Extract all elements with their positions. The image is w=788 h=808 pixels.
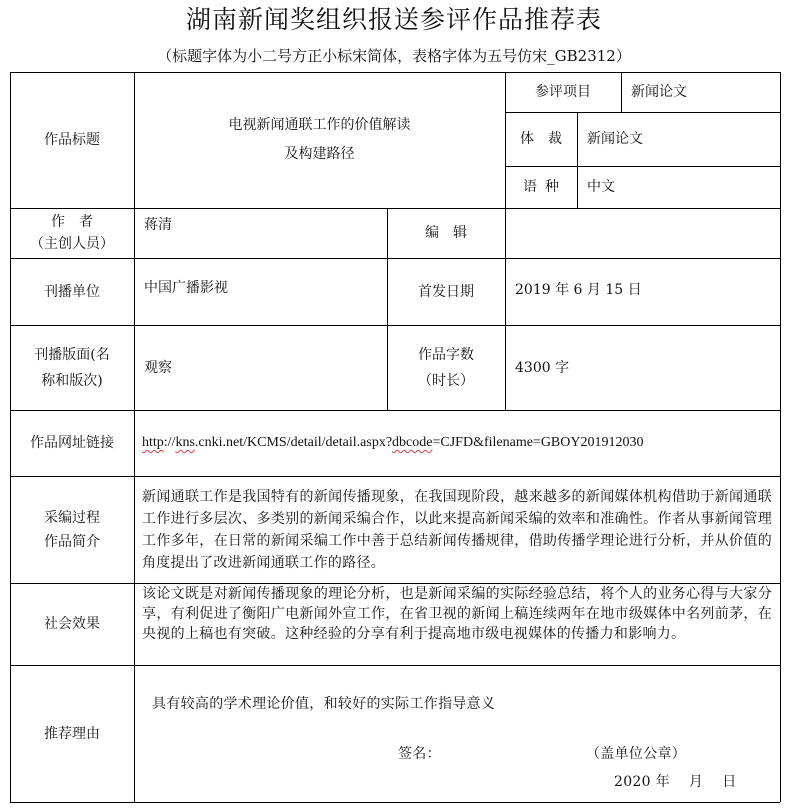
reason-text: 具有较高的学术理论价值，和较好的实际工作指导意义: [152, 696, 496, 712]
work-title-label: 作品标题: [44, 132, 100, 148]
process-text: 新闻通联工作是我国特有的新闻传播现象，在我国现阶段，越来越多的新闻媒体机构借助于新闻通联工作进行多层次、多类别的新闻采编合作，以此来提高新闻采编的效率和准确性。作者从事新闻管理工作多年，在日常的新闻采编工作中善于总结新闻传播规律，借助传播学理论进行分析，并从价值的角度提出了改进新闻通联工作的路径。: [142, 489, 772, 571]
author-label: [10, 208, 134, 258]
reason-label: 推荐理由: [44, 725, 100, 742]
genre-value: 新闻论文: [587, 131, 643, 147]
wordcount-value: 4300 字: [515, 359, 570, 376]
url-segment: http: [142, 435, 164, 450]
table-border-right: [780, 72, 781, 802]
url-segment: dbcode: [392, 435, 433, 450]
document-subtitle: （标题字体为小二号方正小标宋简体，表格字体为五号仿宋_GB2312）: [157, 47, 631, 65]
first-date-value: 2019 年 6 月 15 日: [515, 282, 642, 298]
language-label: 语种: [523, 179, 567, 195]
process-label: [10, 476, 134, 583]
category-value: 新闻论文: [631, 84, 687, 100]
wordcount-label-line1: 作品字数: [418, 346, 474, 363]
url-segment: ://: [163, 435, 176, 450]
url-value: [134, 410, 780, 476]
genre-label: 体裁: [520, 131, 576, 147]
url-label: 作品网址链接: [30, 435, 114, 451]
url-segment: kns: [175, 435, 195, 450]
language-value: 中文: [587, 179, 615, 195]
layout-value: 观察: [144, 359, 172, 376]
category-label: 参评项目: [535, 84, 591, 100]
author-label-line1: 作 者: [51, 214, 93, 230]
url-segment: .cnki.net/KCMS/detail/detail.aspx?: [194, 435, 393, 450]
signature-label: 签名：: [398, 746, 441, 762]
layout-label: [10, 325, 134, 410]
document-title: 湖南新闻奖组织报送参评作品推荐表: [185, 5, 602, 34]
date-line: 2020 年 月 日: [614, 774, 737, 790]
recommendation-form-table: [10, 72, 780, 802]
author-value: 蒋清: [144, 217, 172, 233]
work-url-link[interactable]: [142, 432, 644, 454]
author-label-line2: （主创人员）: [30, 236, 114, 252]
work-title-value: [134, 90, 505, 190]
layout-label-line2: 称和版次): [41, 372, 103, 389]
work-title-line1: 电视新闻通联工作的价值解读: [228, 117, 411, 133]
wordcount-label-line2: （时长）: [418, 372, 474, 389]
work-title-line2: 及构建路径: [284, 146, 355, 162]
editor-label: 编 辑: [425, 225, 467, 241]
editor-value: [505, 208, 780, 258]
layout-label-line1: 刊播版面(名: [34, 346, 110, 363]
effect-text: 该论文既是对新闻传播现象的理论分析，也是新闻采编的实际经验总结，将个人的业务心得与大家分享，有利促进了衡阳广电新闻外宣工作，在省卫视的新闻上稿连续两年在地市级媒体中名列前茅，在央视的上稿也有突破。这种经验的分享有利于提高地市级电视媒体的传播力和影响力。: [142, 586, 772, 642]
seal-label: （盖单位公章）: [586, 746, 687, 762]
process-label-line1: 采编过程: [44, 509, 100, 526]
process-label-line2: 作品简介: [44, 533, 100, 550]
url-segment: =CJFD&filename=GBOY201912030: [432, 435, 644, 450]
wordcount-label: [387, 325, 505, 410]
first-date-label: 首发日期: [418, 283, 474, 300]
publisher-label: 刊播单位: [44, 283, 100, 300]
publisher-value: 中国广播影视: [144, 280, 228, 296]
effect-label: 社会效果: [44, 616, 100, 632]
table-border-bottom: [10, 802, 780, 803]
